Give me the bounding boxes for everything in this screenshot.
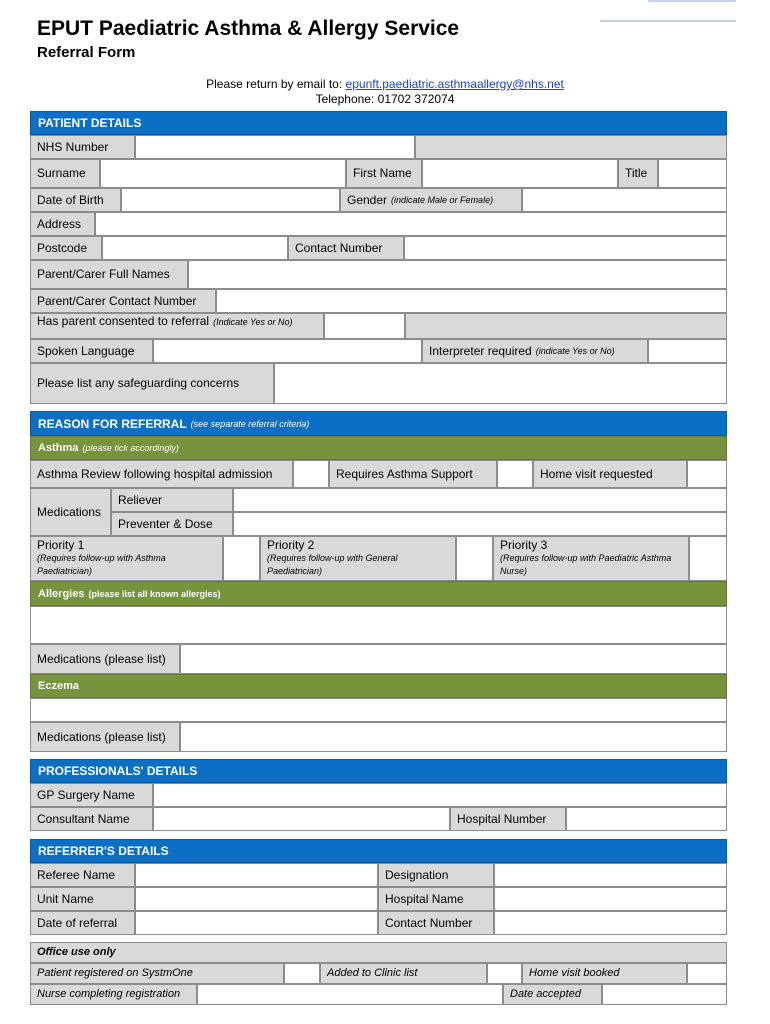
allergies-header — [30, 581, 727, 606]
priority3-note: (Requires follow-up with Paediatric Asthma Nurse) — [500, 553, 672, 576]
requires-support-label: Requires Asthma Support — [329, 460, 497, 488]
title-field[interactable] — [658, 159, 727, 188]
eczema-field[interactable] — [30, 698, 727, 722]
faint-header-mark — [600, 20, 736, 22]
priority2-note: (Requires follow-up with General Paediatrician) — [267, 553, 398, 576]
gp-surgery-field[interactable] — [153, 783, 727, 807]
eczema-medications-label: Medications (please list) — [30, 722, 180, 752]
language-field[interactable] — [153, 339, 422, 363]
gender-field[interactable] — [522, 188, 727, 212]
referrer-title: REFERRER'S DETAILS — [38, 844, 169, 858]
hospital-number-field[interactable] — [566, 807, 727, 831]
interpreter-label — [422, 339, 648, 363]
reason-for-referral-header — [30, 411, 727, 436]
asthma-title: Asthma — [38, 442, 79, 454]
home-visit-label: Home visit requested — [533, 460, 687, 488]
unit-name-label: Unit Name — [30, 887, 135, 911]
parent-names-field[interactable] — [188, 260, 727, 289]
consent-field[interactable] — [324, 313, 405, 339]
surname-field[interactable] — [100, 159, 346, 188]
gp-surgery-label: GP Surgery Name — [30, 783, 153, 807]
interpreter-field[interactable] — [648, 339, 727, 363]
consent-hint: (Indicate Yes or No) — [213, 317, 293, 327]
safeguarding-label: Please list any safeguarding concerns — [30, 363, 274, 404]
referrer-contact-field[interactable] — [494, 911, 727, 935]
office-use-header: Office use only — [30, 942, 727, 963]
home-visit-booked-label: Home visit booked — [522, 963, 687, 984]
priority2-title: Priority 2 — [267, 538, 315, 552]
eczema-header — [30, 674, 727, 698]
allergies-hint: (please list all known allergies) — [88, 588, 221, 599]
hospital-number-label: Hospital Number — [450, 807, 566, 831]
priority2-label — [260, 536, 456, 581]
page-title: EPUT Paediatric Asthma & Allergy Service — [37, 17, 460, 40]
contact-number-label: Contact Number — [288, 236, 404, 260]
faint-corner-mark — [648, 0, 736, 2]
consent-label — [30, 313, 324, 339]
first-name-label: First Name — [346, 159, 422, 188]
systmone-field[interactable] — [284, 963, 320, 984]
asthma-review-label: Asthma Review following hospital admission — [30, 460, 293, 488]
email-prefix: Please return by email to: — [206, 77, 343, 91]
consent-text: Has parent consented to referral — [37, 314, 210, 328]
asthma-header — [30, 436, 727, 460]
safeguarding-field[interactable] — [274, 363, 727, 404]
reason-header-title: REASON FOR REFERRAL — [38, 416, 187, 431]
language-label: Spoken Language — [30, 339, 153, 363]
hospital-name-label: Hospital Name — [378, 887, 494, 911]
nurse-registration-label: Nurse completing registration — [30, 984, 197, 1005]
gender-hint: (indicate Male or Female) — [391, 194, 494, 205]
contact-number-field[interactable] — [404, 236, 727, 260]
priority1-label — [30, 536, 223, 581]
home-visit-booked-field[interactable] — [687, 963, 727, 984]
dob-label: Date of Birth — [30, 188, 121, 212]
preventer-field[interactable] — [233, 512, 727, 536]
allergy-medications-label: Medications (please list) — [30, 644, 180, 674]
telephone: Telephone: 01702 372074 — [315, 92, 455, 106]
parent-contact-label: Parent/Carer Contact Number — [30, 289, 216, 313]
patient-details-header — [30, 111, 727, 135]
patient-details-title: PATIENT DETAILS — [38, 116, 142, 130]
systmone-label: Patient registered on SystmOne — [30, 963, 284, 984]
title-label: Title — [618, 159, 658, 188]
parent-contact-field[interactable] — [216, 289, 727, 313]
consent-spacer — [405, 313, 727, 339]
home-visit-checkbox[interactable] — [687, 460, 727, 488]
medications-label: Medications — [30, 488, 111, 536]
postcode-label: Postcode — [30, 236, 102, 260]
professionals-header — [30, 759, 727, 783]
surname-label: Surname — [30, 159, 100, 188]
preventer-label: Preventer & Dose — [111, 512, 233, 536]
designation-field[interactable] — [494, 863, 727, 887]
referrer-header — [30, 839, 727, 863]
email-line — [0, 77, 770, 91]
priority1-checkbox[interactable] — [223, 536, 260, 581]
priority2-checkbox[interactable] — [456, 536, 493, 581]
postcode-field[interactable] — [102, 236, 288, 260]
gender-text: Gender — [347, 192, 388, 207]
unit-name-field[interactable] — [135, 887, 378, 911]
nhs-number-field[interactable] — [135, 135, 415, 159]
eczema-title: Eczema — [38, 680, 79, 692]
nurse-registration-field[interactable] — [197, 984, 503, 1005]
allergies-field[interactable] — [30, 606, 727, 644]
interpreter-text: Interpreter required — [429, 343, 532, 358]
priority3-label — [493, 536, 689, 581]
nhs-number-spacer — [415, 135, 727, 159]
requires-support-checkbox[interactable] — [497, 460, 533, 488]
parent-names-label: Parent/Carer Full Names — [30, 260, 188, 289]
designation-label: Designation — [378, 863, 494, 887]
priority3-title: Priority 3 — [500, 538, 548, 552]
reason-header-hint: (see separate referral criteria) — [190, 418, 310, 429]
dob-field[interactable] — [121, 188, 340, 212]
allergies-title: Allergies — [38, 587, 85, 600]
date-of-referral-field[interactable] — [135, 911, 378, 935]
interpreter-hint: (indicate Yes or No) — [535, 345, 615, 356]
gender-label — [340, 188, 522, 212]
consultant-label: Consultant Name — [30, 807, 153, 831]
professionals-title: PROFESSIONALS' DETAILS — [38, 764, 198, 778]
clinic-list-field[interactable] — [487, 963, 522, 984]
eczema-medications-field[interactable] — [180, 722, 727, 752]
date-accepted-field[interactable] — [602, 984, 727, 1005]
asthma-hint: (please tick accordingly) — [82, 443, 179, 453]
priority1-note: (Requires follow-up with Asthma Paediatrician) — [37, 553, 166, 576]
referrer-contact-label: Contact Number — [378, 911, 494, 935]
priority1-title: Priority 1 — [37, 538, 85, 552]
nhs-number-label: NHS Number — [30, 135, 135, 159]
address-field[interactable] — [95, 212, 727, 236]
date-of-referral-label: Date of referral — [30, 911, 135, 935]
address-label: Address — [30, 212, 95, 236]
allergy-medications-field[interactable] — [180, 644, 727, 674]
consultant-field[interactable] — [153, 807, 450, 831]
page-subtitle: Referral Form — [37, 44, 136, 61]
priority3-checkbox[interactable] — [689, 536, 727, 581]
email-link[interactable]: epunft.paediatric.asthmaallergy@nhs.net — [345, 77, 564, 91]
referee-name-label: Referee Name — [30, 863, 135, 887]
reliever-label: Reliever — [111, 488, 233, 512]
date-accepted-label: Date accepted — [503, 984, 602, 1005]
referee-name-field[interactable] — [135, 863, 378, 887]
hospital-name-field[interactable] — [494, 887, 727, 911]
first-name-field[interactable] — [422, 159, 618, 188]
asthma-review-checkbox[interactable] — [293, 460, 329, 488]
clinic-list-label: Added to Clinic list — [320, 963, 487, 984]
reliever-field[interactable] — [233, 488, 727, 512]
